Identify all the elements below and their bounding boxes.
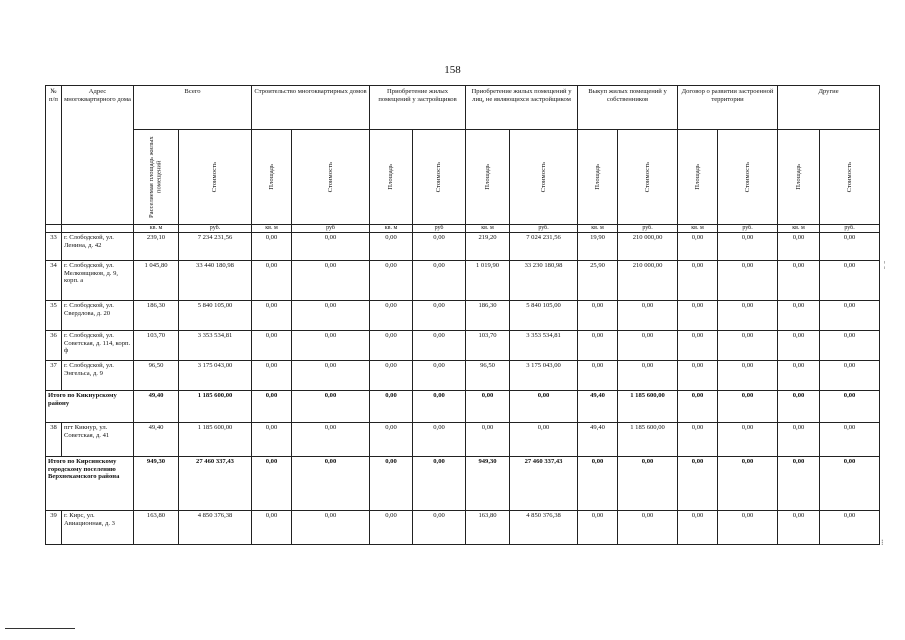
total-row (46, 391, 880, 423)
row-index: 34 (46, 261, 62, 301)
area-value: 0,00 (778, 261, 820, 301)
area-value: 0,00 (370, 511, 413, 545)
cost-value: 0,00 (820, 331, 880, 361)
subheader-area: Площадь (466, 130, 510, 225)
row-index: 37 (46, 361, 62, 391)
footer-rule (5, 628, 75, 629)
area-value: 0,00 (778, 391, 820, 423)
area-value: 0,00 (778, 331, 820, 361)
area-value: 19,90 (578, 233, 618, 261)
units-row (46, 225, 880, 233)
cost-value: 7 234 231,56 (179, 233, 252, 261)
area-value: 49,40 (578, 423, 618, 457)
header-group-territory-development: Договор о развитии застроенной территории (678, 86, 778, 130)
margin-mark: ⁝ (881, 538, 884, 547)
cost-value: 3 353 534,81 (510, 331, 578, 361)
area-value: 103,70 (466, 331, 510, 361)
row-index: 36 (46, 331, 62, 361)
cost-value: 0,00 (413, 331, 466, 361)
subheader-cost: Стоимость (718, 130, 778, 225)
subheader-area: Площадь (252, 130, 292, 225)
area-value: 0,00 (252, 361, 292, 391)
cost-value: 1 185 600,00 (618, 391, 678, 423)
cost-value: 0,00 (718, 361, 778, 391)
header-group-buyout: Выкуп жилых помещений у собственников (578, 86, 678, 130)
area-value: 49,40 (578, 391, 618, 423)
cost-value: 0,00 (413, 457, 466, 511)
unit-label: кв. м (466, 225, 510, 233)
cost-value: 0,00 (292, 233, 370, 261)
area-value: 163,80 (134, 511, 179, 545)
area-value: 0,00 (252, 511, 292, 545)
unit-label: руб. (618, 225, 678, 233)
unit-label: руб. (510, 225, 578, 233)
cost-value: 0,00 (510, 423, 578, 457)
area-value: 0,00 (778, 511, 820, 545)
area-value: 0,00 (252, 331, 292, 361)
subheader-resettled-area: Расселяемая площадь жилых помещений (134, 130, 179, 225)
area-value: 0,00 (578, 361, 618, 391)
row-index: 33 (46, 233, 62, 261)
cost-value: 1 185 600,00 (179, 391, 252, 423)
header-group-total: Всего (134, 86, 252, 130)
subheader-cost: Стоимость (820, 130, 880, 225)
area-value: 219,20 (466, 233, 510, 261)
cost-value: 0,00 (413, 301, 466, 331)
cost-value: 5 840 105,00 (179, 301, 252, 331)
area-value: 0,00 (778, 233, 820, 261)
subheader-area: Площадь (678, 130, 718, 225)
cost-value: 0,00 (718, 423, 778, 457)
table-row (46, 233, 880, 261)
area-value: 0,00 (578, 331, 618, 361)
area-value: 49,40 (134, 423, 179, 457)
cost-value: 0,00 (413, 261, 466, 301)
row-address: г. Слободской, ул. Мелковщиков, д. 9, корп. а (62, 261, 134, 301)
subheader-cost: Стоимость (292, 130, 370, 225)
area-value: 0,00 (370, 423, 413, 457)
total-row (46, 457, 880, 511)
unit-label: кв. м (370, 225, 413, 233)
unit-label: руб (413, 225, 466, 233)
unit-label: руб. (718, 225, 778, 233)
area-value: 96,50 (134, 361, 179, 391)
subheader-area: Площадь (578, 130, 618, 225)
subheader-cost: Стоимость (618, 130, 678, 225)
cost-value: 0,00 (292, 331, 370, 361)
area-value: 0,00 (466, 423, 510, 457)
resettlement-table (45, 85, 880, 545)
header-group-from-developers: Приобретение жилых помещений у застройщиков (370, 86, 466, 130)
cost-value: 27 460 337,43 (510, 457, 578, 511)
cost-value: 0,00 (820, 261, 880, 301)
cost-value: 33 230 180,98 (510, 261, 578, 301)
area-value: 0,00 (778, 361, 820, 391)
cost-value: 0,00 (820, 361, 880, 391)
area-value: 0,00 (678, 301, 718, 331)
cost-value: 0,00 (292, 391, 370, 423)
area-value: 0,00 (578, 457, 618, 511)
header-group-from-non-developers: Приобретение жилых помещений у лиц, не являющихся застройщиком (466, 86, 578, 130)
area-value: 0,00 (370, 391, 413, 423)
table-row (46, 261, 880, 301)
cost-value: 0,00 (718, 331, 778, 361)
cost-value: 0,00 (413, 423, 466, 457)
cost-value: 0,00 (618, 301, 678, 331)
cost-value: 1 185 600,00 (179, 423, 252, 457)
row-index: 35 (46, 301, 62, 331)
cost-value: 0,00 (820, 233, 880, 261)
area-value: 0,00 (252, 457, 292, 511)
cost-value: 0,00 (718, 233, 778, 261)
cost-value: 0,00 (413, 361, 466, 391)
area-value: 103,70 (134, 331, 179, 361)
subheader-area: Площадь (370, 130, 413, 225)
subheader-area: Площадь (778, 130, 820, 225)
area-value: 239,10 (134, 233, 179, 261)
unit-label: кв. м (134, 225, 179, 233)
area-value: 0,00 (466, 391, 510, 423)
cost-value: 0,00 (820, 301, 880, 331)
area-value: 0,00 (678, 261, 718, 301)
cost-value: 0,00 (292, 361, 370, 391)
cost-value: 3 175 043,00 (179, 361, 252, 391)
area-value: 0,00 (370, 331, 413, 361)
area-value: 0,00 (370, 261, 413, 301)
header-group-row (46, 86, 880, 130)
area-value: 49,40 (134, 391, 179, 423)
area-value: 0,00 (370, 361, 413, 391)
area-value: 186,30 (466, 301, 510, 331)
cost-value: 0,00 (510, 391, 578, 423)
unit-label: руб. (820, 225, 880, 233)
cost-value: 0,00 (618, 331, 678, 361)
table-row (46, 331, 880, 361)
area-value: 0,00 (678, 233, 718, 261)
cost-value: 0,00 (820, 423, 880, 457)
area-value: 0,00 (778, 423, 820, 457)
area-value: 96,50 (466, 361, 510, 391)
cost-value: 5 840 105,00 (510, 301, 578, 331)
cost-value: 0,00 (618, 457, 678, 511)
row-index: 38 (46, 423, 62, 457)
unit-label: кв. м (678, 225, 718, 233)
subheader-cost: Стоимость (179, 130, 252, 225)
cost-value: 0,00 (292, 423, 370, 457)
area-value: 0,00 (678, 423, 718, 457)
unit-label: кв. м (252, 225, 292, 233)
cost-value: 33 440 180,98 (179, 261, 252, 301)
total-label: Итого по Кикнурскому району (46, 391, 134, 423)
unit-label: руб. (179, 225, 252, 233)
row-address: пгт Кикнур, ул. Советская, д. 41 (62, 423, 134, 457)
subheader-cost: Стоимость (413, 130, 466, 225)
cost-value: 0,00 (618, 511, 678, 545)
cost-value: 210 000,00 (618, 233, 678, 261)
row-address: г. Слободской, ул. Энгельса, д. 9 (62, 361, 134, 391)
cost-value: 0,00 (413, 511, 466, 545)
area-value: 0,00 (678, 511, 718, 545)
cost-value: 0,00 (718, 261, 778, 301)
area-value: 0,00 (252, 301, 292, 331)
total-label: Итого по Кирсинскому городскому поселению Верхнекамского района (46, 457, 134, 511)
area-value: 186,30 (134, 301, 179, 331)
subheader-cost: Стоимость (510, 130, 578, 225)
area-value: 0,00 (678, 361, 718, 391)
cost-value: 0,00 (292, 457, 370, 511)
area-value: 0,00 (370, 457, 413, 511)
row-address: г. Слободской, ул. Советская, д. 114, корп. ф (62, 331, 134, 361)
cost-value: 0,00 (413, 391, 466, 423)
table-row (46, 423, 880, 457)
area-value: 1 045,80 (134, 261, 179, 301)
area-value: 0,00 (370, 233, 413, 261)
margin-mark: ¦ (884, 260, 886, 269)
cost-value: 0,00 (292, 511, 370, 545)
cost-value: 0,00 (292, 261, 370, 301)
row-address: г. Кирс, ул. Авиационная, д. 3 (62, 511, 134, 545)
units-cell (46, 225, 62, 233)
cost-value: 0,00 (718, 301, 778, 331)
area-value: 0,00 (678, 457, 718, 511)
area-value: 0,00 (778, 457, 820, 511)
table-row (46, 361, 880, 391)
cost-value: 210 000,00 (618, 261, 678, 301)
cost-value: 3 175 043,00 (510, 361, 578, 391)
area-value: 0,00 (778, 301, 820, 331)
row-index: 39 (46, 511, 62, 545)
area-value: 949,30 (466, 457, 510, 511)
area-value: 25,90 (578, 261, 618, 301)
cost-value: 0,00 (413, 233, 466, 261)
cost-value: 0,00 (820, 391, 880, 423)
cost-value: 1 185 600,00 (618, 423, 678, 457)
area-value: 0,00 (252, 391, 292, 423)
cost-value: 4 850 376,38 (179, 511, 252, 545)
cost-value: 3 353 534,81 (179, 331, 252, 361)
area-value: 0,00 (252, 423, 292, 457)
table-body (46, 225, 880, 545)
area-value: 163,80 (466, 511, 510, 545)
cost-value: 0,00 (718, 511, 778, 545)
header-index: № п/п (46, 86, 62, 225)
table-row (46, 301, 880, 331)
units-cell (62, 225, 134, 233)
cost-value: 4 850 376,38 (510, 511, 578, 545)
page-number: 158 (444, 64, 461, 76)
cost-value: 0,00 (820, 457, 880, 511)
area-value: 0,00 (252, 261, 292, 301)
unit-label: кв. м (578, 225, 618, 233)
header-group-construction: Строительство многоквартирных домов (252, 86, 370, 130)
unit-label: руб (292, 225, 370, 233)
cost-value: 0,00 (292, 301, 370, 331)
area-value: 0,00 (370, 301, 413, 331)
area-value: 0,00 (578, 301, 618, 331)
header-group-other: Другие (778, 86, 880, 130)
row-address: г. Слободской, ул. Ленина, д. 42 (62, 233, 134, 261)
cost-value: 0,00 (718, 457, 778, 511)
area-value: 0,00 (678, 391, 718, 423)
cost-value: 27 460 337,43 (179, 457, 252, 511)
cost-value: 7 024 231,56 (510, 233, 578, 261)
area-value: 0,00 (578, 511, 618, 545)
header-sub-row (46, 130, 880, 225)
table-row (46, 511, 880, 545)
cost-value: 0,00 (618, 361, 678, 391)
area-value: 0,00 (252, 233, 292, 261)
area-value: 949,30 (134, 457, 179, 511)
header-address: Адрес многоквартирного дома (62, 86, 134, 225)
unit-label: кв. м (778, 225, 820, 233)
row-address: г. Слободской, ул. Свердлова, д. 20 (62, 301, 134, 331)
cost-value: 0,00 (820, 511, 880, 545)
area-value: 1 019,90 (466, 261, 510, 301)
area-value: 0,00 (678, 331, 718, 361)
cost-value: 0,00 (718, 391, 778, 423)
